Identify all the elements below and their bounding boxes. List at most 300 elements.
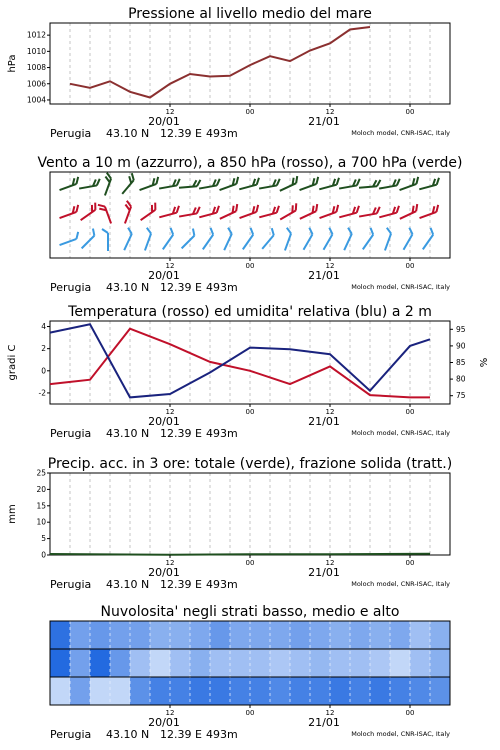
location-lat: 43.10 N [106, 281, 150, 294]
barb-flag [334, 205, 340, 212]
barb-shaft [400, 184, 417, 190]
x-tick-label: 00 [245, 709, 255, 717]
wind-barb [418, 228, 436, 249]
barb-shaft [182, 236, 195, 249]
humidity-line [50, 324, 430, 397]
barb-shaft [199, 213, 216, 218]
barb-flag [102, 229, 108, 233]
barb-shaft [300, 211, 316, 219]
barb-flag [196, 207, 201, 214]
barb-shaft [363, 235, 373, 250]
wind-barb [298, 228, 314, 250]
cloud-cell [290, 677, 311, 705]
cloud-cell [350, 621, 371, 649]
barb-flag [435, 178, 440, 185]
wind-barb [158, 228, 176, 249]
barb-flag [98, 203, 105, 209]
barb-shaft [145, 234, 151, 251]
cloud-cell [150, 621, 171, 649]
model-credit: Moloch model, CNR-ISAC, Italy [351, 283, 450, 291]
wind-barb [397, 204, 419, 219]
barb-shaft [243, 235, 253, 250]
chart-title: Temperatura (rosso) ed umidita' relativa (blu) a 2 m [68, 304, 432, 320]
barb-flag [368, 228, 375, 235]
barb-shaft [324, 234, 333, 250]
cloud-cell [250, 649, 271, 677]
wind-barb [318, 228, 334, 250]
cloud-cell [390, 621, 411, 649]
barb-shaft [379, 185, 397, 188]
location-altitude: 493m [206, 427, 238, 440]
wind-barb [102, 229, 108, 251]
barb-shaft [419, 185, 436, 190]
cloud-cell [230, 649, 251, 677]
chart-title: Nuvolosita' negli strati basso, medio e alto [100, 604, 400, 620]
barb-shaft [359, 213, 377, 216]
wind-barb [378, 179, 401, 189]
x-tick-label: 12 [165, 408, 175, 416]
barb-flag [327, 228, 334, 234]
location-name: Perugia [50, 127, 92, 140]
barb-flag [395, 206, 400, 213]
cloud-cell [270, 677, 291, 705]
cloud-cell [110, 677, 131, 705]
barb-shaft [339, 185, 357, 188]
location-name: Perugia [50, 427, 92, 440]
x-tick-label: 12 [325, 108, 335, 116]
x-tick-label: 12 [325, 559, 335, 567]
barb-shaft [404, 234, 413, 250]
cloud-cell [430, 677, 451, 705]
barb-shaft [159, 185, 177, 188]
cloud-cell [230, 621, 251, 649]
cloud-cell [50, 621, 71, 649]
barb-flag [414, 177, 420, 184]
wind-barb [379, 228, 392, 251]
location-lon: 12.39 E [160, 127, 202, 140]
barb-shaft [262, 235, 274, 249]
cloud-cell [190, 677, 211, 705]
model-credit: Moloch model, CNR-ISAC, Italy [351, 129, 450, 137]
barb-flag [168, 228, 175, 235]
wind-barb [99, 173, 112, 196]
y-tick-label: 1006 [26, 79, 46, 89]
cloud-cover-chart [50, 604, 451, 741]
wind-chart [37, 155, 462, 294]
barb-flag [396, 179, 401, 186]
barb-flag [293, 203, 299, 210]
barb-shaft [220, 184, 237, 190]
y-tick-label: 4 [41, 322, 46, 332]
cloud-cell [110, 621, 131, 649]
wind-barb [297, 204, 319, 219]
cloud-cell [290, 649, 311, 677]
wind-barb [158, 206, 181, 217]
location-lat: 43.10 N [106, 427, 150, 440]
wind-row [57, 173, 440, 196]
x-date-label: 21/01 [308, 269, 340, 282]
x-tick-label: 00 [245, 262, 255, 270]
cloud-cell [290, 621, 311, 649]
cloud-cell [210, 621, 231, 649]
cloud-cell [170, 649, 191, 677]
y-tick-label: -2 [38, 388, 46, 398]
barb-shaft [344, 234, 352, 250]
barb-flag [275, 206, 280, 213]
barb-flag [385, 228, 392, 234]
wind-barb [119, 228, 134, 250]
wind-barb [277, 203, 299, 219]
wind-barb [258, 228, 277, 249]
barb-shaft [379, 213, 396, 218]
cloud-cell [110, 649, 131, 677]
barb-shaft [199, 185, 217, 188]
cloud-cell [250, 621, 271, 649]
location-altitude: 493m [206, 127, 238, 140]
barb-flag [248, 228, 255, 235]
cloud-cell [210, 649, 231, 677]
wind-barb [177, 229, 197, 249]
wind-barb [318, 178, 341, 189]
barb-flag [314, 177, 320, 184]
wind-barb [359, 180, 381, 188]
cloud-cell [170, 677, 191, 705]
y-tick-label: 15 [36, 501, 46, 511]
y2-axis-label: % [479, 357, 490, 368]
location-altitude: 493m [206, 728, 238, 741]
barb-shaft [179, 213, 197, 216]
location-name: Perugia [50, 578, 92, 591]
barb-shaft [60, 184, 77, 190]
cloud-cell [170, 621, 191, 649]
wind-barb [77, 229, 97, 249]
precipitation-line [50, 554, 430, 555]
cloud-cell [410, 621, 431, 649]
barb-flag [307, 228, 314, 234]
barb-shaft [239, 185, 256, 190]
wind-barb [119, 201, 132, 224]
barb-shaft [304, 234, 313, 250]
location-lat: 43.10 N [106, 578, 150, 591]
location-altitude: 493m [206, 578, 238, 591]
barb-flag [175, 206, 180, 213]
wind-barb [179, 180, 201, 188]
wind-barb [198, 206, 221, 217]
x-date-label: 21/01 [308, 716, 340, 729]
barb-flag [355, 206, 360, 213]
x-tick-label: 12 [165, 108, 175, 116]
y-tick-label: 0 [41, 550, 46, 560]
barb-shaft [141, 210, 156, 220]
y-tick-label: 5 [41, 534, 46, 544]
wind-barb [258, 206, 281, 217]
barb-flag [216, 179, 221, 186]
wind-barb [238, 228, 256, 249]
cloud-cell [250, 677, 271, 705]
location-altitude: 493m [206, 281, 238, 294]
cloud-cell [430, 649, 451, 677]
barb-shaft [400, 211, 416, 219]
wind-row [57, 201, 440, 226]
location-lat: 43.10 N [106, 728, 150, 741]
cloud-cell [70, 677, 91, 705]
wind-barb [57, 232, 80, 245]
y-tick-label: 10 [36, 517, 46, 527]
y2-tick-label: 95 [456, 324, 466, 334]
barb-flag [176, 179, 181, 186]
y-tick-label: 20 [36, 484, 46, 494]
wind-barb [137, 203, 158, 221]
cloud-cell [370, 677, 391, 705]
barb-flag [234, 204, 240, 211]
y-tick-label: 2 [41, 344, 46, 354]
y-tick-label: 25 [36, 468, 46, 478]
cloud-cell [70, 621, 91, 649]
barb-shaft [159, 213, 176, 218]
cloud-cell [90, 649, 111, 677]
x-tick-label: 12 [165, 709, 175, 717]
x-date-label: 21/01 [308, 415, 340, 428]
cloud-cell [130, 621, 151, 649]
barb-shaft [60, 239, 77, 245]
wind-barb [158, 179, 181, 189]
wind-barb [98, 203, 111, 226]
x-date-label: 20/01 [148, 269, 180, 282]
wind-barb [238, 178, 261, 189]
model-credit: Moloch model, CNR-ISAC, Italy [351, 580, 450, 588]
location-lat: 43.10 N [106, 127, 150, 140]
wind-barb [279, 228, 292, 251]
wind-barb [277, 176, 299, 191]
y-tick-label: 1010 [26, 46, 46, 56]
barb-shaft [319, 185, 336, 190]
wind-barb [417, 205, 440, 218]
cloud-cell [310, 621, 331, 649]
y-tick-label: 1008 [26, 63, 46, 73]
cloud-cell [270, 621, 291, 649]
x-date-label: 20/01 [148, 566, 180, 579]
barb-shaft [60, 212, 77, 218]
x-tick-label: 12 [325, 262, 335, 270]
cloud-cell [130, 649, 151, 677]
wind-barb [137, 177, 160, 190]
barb-shaft [259, 185, 277, 188]
y2-tick-label: 80 [456, 374, 466, 384]
cloud-cell [190, 649, 211, 677]
x-tick-label: 00 [405, 709, 415, 717]
x-date-label: 21/01 [308, 566, 340, 579]
barb-shaft [79, 185, 97, 188]
wind-barb [198, 179, 221, 189]
cloud-cell [350, 677, 371, 705]
x-tick-label: 12 [325, 709, 335, 717]
model-credit: Moloch model, CNR-ISAC, Italy [351, 429, 450, 437]
x-tick-label: 00 [245, 108, 255, 116]
cloud-cell [370, 649, 391, 677]
barb-shaft [339, 213, 356, 218]
barb-shaft [179, 186, 197, 188]
cloud-cell [410, 677, 431, 705]
wind-barb [57, 177, 80, 190]
location-name: Perugia [50, 728, 92, 741]
barb-flag [335, 178, 340, 185]
cloud-cell [230, 677, 251, 705]
cloud-cell [370, 621, 391, 649]
cloud-cell [310, 677, 331, 705]
cloud-cell [410, 649, 431, 677]
cloud-cell [390, 649, 411, 677]
barb-flag [285, 228, 292, 234]
precipitation-chart [7, 456, 452, 591]
barb-flag [314, 204, 320, 211]
x-date-label: 21/01 [308, 115, 340, 128]
wind-barb [418, 178, 441, 189]
x-date-label: 20/01 [148, 716, 180, 729]
wind-barb [338, 179, 361, 189]
barb-shaft [124, 234, 132, 250]
y-tick-label: 1004 [26, 95, 46, 105]
wind-barb [217, 204, 239, 219]
y2-tick-label: 75 [456, 391, 466, 401]
y2-tick-label: 90 [456, 341, 466, 351]
chart-title: Pressione al livello medio del mare [128, 6, 372, 22]
barb-flag [294, 176, 300, 183]
cloud-cell [50, 677, 71, 705]
cloud-cell [130, 677, 151, 705]
location-lon: 12.39 E [160, 427, 202, 440]
wind-barb [139, 228, 152, 251]
barb-flag [74, 177, 80, 184]
barb-shaft [140, 184, 157, 190]
x-tick-label: 00 [405, 108, 415, 116]
wind-barb [338, 206, 361, 217]
cloud-cell [150, 677, 171, 705]
barb-shaft [285, 234, 291, 251]
temperature-humidity-chart [7, 304, 490, 440]
cloud-cell [90, 621, 111, 649]
wind-barb [57, 205, 80, 218]
barb-flag [145, 228, 152, 234]
cloud-cell [330, 649, 351, 677]
barb-shaft [122, 180, 134, 194]
y-tick-label: 0 [41, 366, 46, 376]
barb-flag [414, 204, 420, 211]
location-lon: 12.39 E [160, 578, 202, 591]
wind-row [57, 228, 435, 251]
barb-shaft [280, 211, 296, 220]
barb-flag [434, 205, 440, 212]
wind-barb [339, 228, 354, 250]
wind-barb [237, 205, 260, 218]
barb-flag [190, 229, 197, 236]
barb-flag [376, 207, 381, 214]
barb-shaft [224, 234, 232, 250]
cloud-cell [70, 649, 91, 677]
x-date-label: 20/01 [148, 415, 180, 428]
barb-shaft [300, 184, 317, 190]
barb-shaft [280, 183, 296, 191]
wind-barb [397, 177, 420, 190]
x-date-label: 20/01 [148, 115, 180, 128]
barb-flag [96, 179, 101, 186]
y-axis-label: hPa [7, 54, 18, 73]
cloud-cell [350, 649, 371, 677]
cloud-cell [430, 621, 451, 649]
location-lon: 12.39 E [160, 728, 202, 741]
model-credit: Moloch model, CNR-ISAC, Italy [351, 730, 450, 738]
wind-barb [398, 228, 414, 250]
x-tick-label: 00 [405, 408, 415, 416]
barb-flag [407, 228, 414, 234]
cloud-cell [210, 677, 231, 705]
cloud-cell [50, 649, 71, 677]
wind-barb [198, 228, 216, 249]
cloud-cell [90, 677, 111, 705]
barb-shaft [163, 235, 173, 250]
x-tick-label: 12 [165, 262, 175, 270]
pressure-line [70, 27, 370, 98]
cloud-cell [190, 621, 211, 649]
barb-flag [356, 179, 361, 186]
x-tick-label: 00 [405, 559, 415, 567]
chart-title: Precip. acc. in 3 ore: totale (verde), frazione solida (tratt.) [47, 456, 453, 472]
y-axis-label: mm [7, 504, 18, 524]
wind-barb [358, 228, 376, 249]
barb-flag [255, 178, 260, 185]
barb-flag [90, 229, 97, 236]
barb-shaft [320, 212, 337, 218]
y-tick-label: 1012 [26, 30, 46, 40]
chart-title: Vento a 10 m (azzurro), a 850 hPa (rosso), a 700 hPa (verde) [37, 155, 463, 171]
cloud-cell [330, 677, 351, 705]
barb-shaft [359, 186, 377, 188]
barb-flag [215, 206, 220, 213]
barb-shaft [81, 210, 96, 220]
barb-flag [74, 205, 80, 212]
barb-shaft [385, 234, 391, 251]
wind-barb [378, 206, 401, 217]
barb-shaft [203, 235, 213, 250]
cloud-cell [390, 677, 411, 705]
barb-shaft [423, 235, 433, 250]
wind-barb [118, 173, 137, 194]
wind-barb [317, 205, 340, 218]
location-name: Perugia [50, 281, 92, 294]
barb-shaft [420, 212, 437, 218]
barb-flag [208, 228, 215, 235]
wind-barb [217, 177, 240, 190]
y-axis-label: gradi C [7, 344, 18, 381]
barb-shaft [240, 212, 257, 218]
barb-flag [234, 177, 240, 184]
cloud-cell [310, 649, 331, 677]
pressure-chart [7, 6, 450, 140]
barb-shaft [220, 211, 236, 219]
cloud-cell [330, 621, 351, 649]
x-tick-label: 12 [325, 408, 335, 416]
y2-tick-label: 85 [456, 358, 466, 367]
wind-barb [219, 228, 234, 250]
x-tick-label: 00 [245, 408, 255, 416]
barb-shaft [259, 213, 276, 218]
x-tick-label: 00 [245, 559, 255, 567]
barb-flag [428, 228, 435, 235]
wind-barb [297, 177, 320, 190]
wind-barb [178, 207, 201, 217]
cloud-cell [150, 649, 171, 677]
barb-flag [74, 232, 80, 239]
barb-flag [276, 179, 281, 186]
